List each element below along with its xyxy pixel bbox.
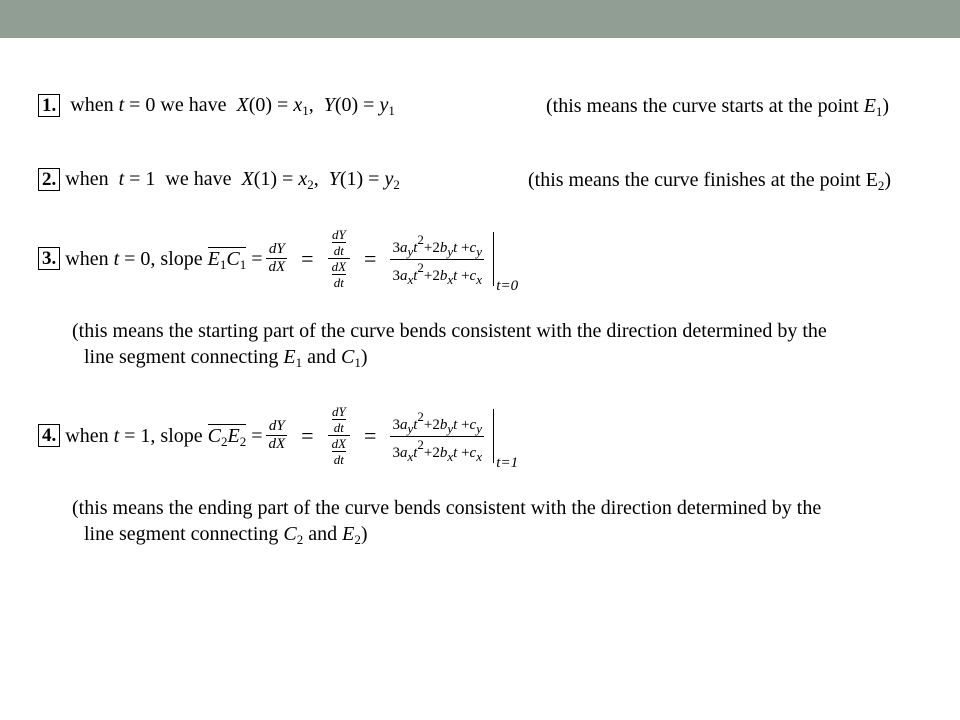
segment-e1c1: $E_1C_1$ <box>207 247 247 272</box>
item-2-note: (this means the curve finishes at the point $E_2$) <box>528 169 892 193</box>
item-3-note-line2: line segment connecting $E_1$ and $C_1$) <box>84 346 368 370</box>
cubic-slope-fraction: $\frac{\text{3ayt2+2byt +cy}}{\text{3axt2+2bxt +cx}}$ <box>392 408 482 464</box>
item-1-number: 1. <box>38 94 60 117</box>
cubic-slope-fraction: $\frac{\text{3ayt2+2byt +cy}}{\text{3axt2+2bxt +cx}}$ <box>392 231 482 287</box>
evaluation-bar <box>493 232 494 286</box>
item-2 <box>38 168 400 191</box>
item-4-note-line2: line segment connecting $C_2$ and $E_2$) <box>84 523 368 547</box>
item-3-note <box>72 318 827 376</box>
item-2-number: 2. <box>38 168 60 191</box>
top-banner <box>0 0 960 38</box>
item-4-note-line1: (this means the ending part of the curve bends consistent with the direction determined by the <box>72 497 822 519</box>
item-2-text: when t = 1 we have $X(1) = x_2$, $Y(1) = y_2$ <box>65 167 400 192</box>
item-3-note-line1: (this means the starting part of the curve bends consistent with the direction determined by the <box>72 320 827 342</box>
item-4-note <box>72 495 821 553</box>
param-derivative-ratio: $\frac{\frac{dY}{dt}}{\frac{dX}{dt}}$ <box>328 405 350 466</box>
item-3-number: 3. <box>38 247 60 270</box>
item-3: 3. when t = 0, slope $E_1C_1$ = $\frac{dY}{dX}$ = $\frac{\frac{dY}{dt}}{\frac{dX}{dt}}$ = $\frac{\text{3ayt2+2byt +cy}}{\text{3axt2+2bxt +cx}}$ t=0 <box>38 228 518 289</box>
evaluation-point: t=1 <box>496 454 519 471</box>
evaluation-point: t=0 <box>496 277 519 294</box>
segment-c2e2: $C_2E_2$ <box>207 424 247 449</box>
evaluation-bar <box>493 409 494 463</box>
item-1 <box>38 94 395 117</box>
derivative-dy-dx: $\frac{dY}{dX}$ <box>268 418 286 452</box>
derivative-dy-dx: $\frac{dY}{dX}$ <box>268 241 286 275</box>
item-1-text: when t = 0 we have $X(0) = x_1$, $Y(0) = y_1$ <box>65 93 395 118</box>
param-derivative-ratio: $\frac{\frac{dY}{dt}}{\frac{dX}{dt}}$ <box>328 228 350 289</box>
item-1-note: (this means the curve starts at the point $E_1$) <box>546 95 890 119</box>
item-4-number: 4. <box>38 424 60 447</box>
item-4: 4. when t = 1, slope $C_2E_2$ = $\frac{dY}{dX}$ = $\frac{\frac{dY}{dt}}{\frac{dX}{dt}}$ = $\frac{\text{3ayt2+2byt +cy}}{\text{3axt2+2bxt +cx}}$ t=1 <box>38 405 518 466</box>
